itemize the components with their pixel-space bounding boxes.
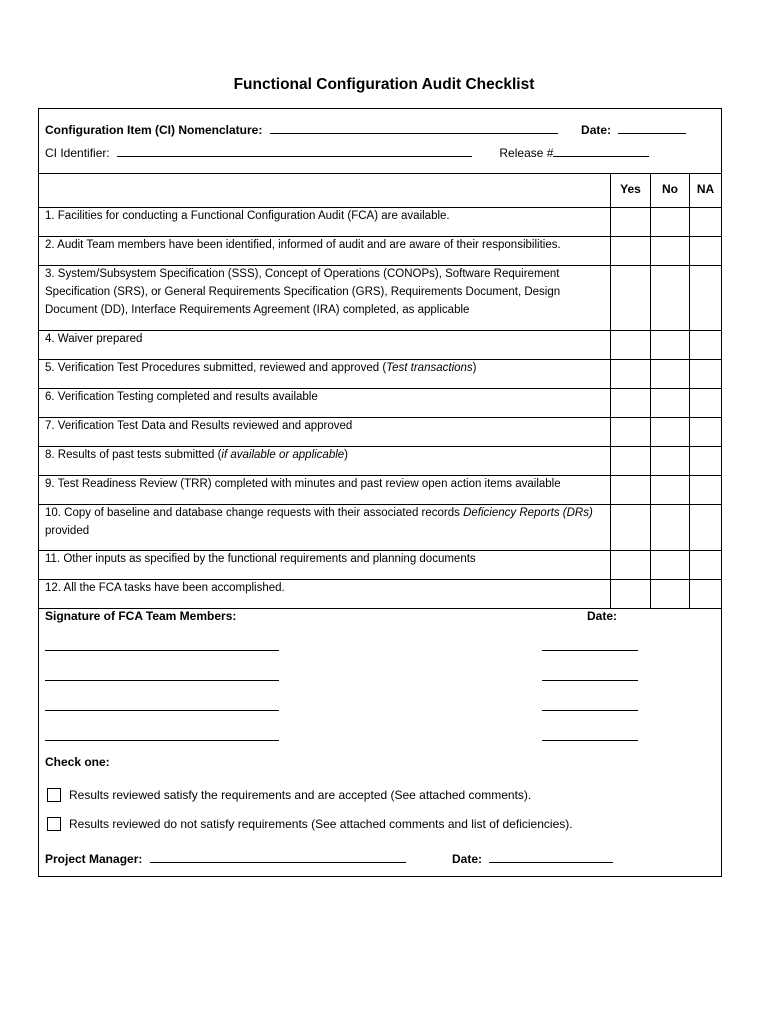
accept-option-label: Results reviewed satisfy the requirements and are accepted (See attached comments). (69, 788, 532, 802)
item-text: ) (472, 362, 477, 374)
checklist-item-4: 4. Waiver prepared (45, 333, 143, 345)
footer-date-label: Date: (452, 852, 483, 866)
item-text: 5. Verification Test Procedures submitted, reviewed and approved ( (45, 362, 387, 374)
signature-line-2[interactable] (45, 680, 279, 681)
checklist-item-8 (45, 446, 605, 464)
item-text: 8. Results of past tests submitted ( (45, 449, 222, 461)
reject-checkbox[interactable] (47, 817, 61, 831)
checklist-item-3: 3. System/Subsystem Specification (SSS), Concept of Operations (CONOPs), Software Requirement Specification (SRS), or General Requirements Specification (GRS), Requirements Document, Design Document (DD), Interface Requirements Agreement (IRA) completed, as applicable (45, 268, 561, 316)
ci-nomenclature-row (45, 123, 686, 137)
footer-date-field[interactable] (489, 852, 613, 863)
item-text: 10. Copy of baseline and database change requests with their associated records (45, 507, 464, 519)
checklist-item-6: 6. Verification Testing completed and results available (45, 391, 318, 403)
header-date-label: Date: (581, 123, 612, 137)
release-label: Release # (499, 146, 554, 160)
signature-date-label: Date: (587, 609, 618, 623)
column-header-yes: Yes (620, 182, 641, 196)
signature-line-3[interactable] (45, 710, 279, 711)
column-divider-yes (610, 173, 611, 608)
project-manager-label: Project Manager: (45, 852, 143, 866)
signature-date-line-3[interactable] (542, 710, 638, 711)
ci-nomenclature-field[interactable] (270, 123, 558, 134)
column-header-na: NA (696, 182, 715, 196)
checklist-item-1: 1. Facilities for conducting a Functional Configuration Audit (FCA) are available. (45, 210, 450, 222)
release-field[interactable] (553, 146, 649, 157)
project-manager-row (45, 852, 406, 866)
signature-line-1[interactable] (45, 650, 279, 651)
ci-identifier-row (45, 146, 649, 160)
checklist-item-2: 2. Audit Team members have been identified, informed of audit and are aware of their responsibilities. (45, 239, 561, 251)
signature-date-line-4[interactable] (542, 740, 638, 741)
item-text: provided (45, 525, 90, 537)
checklist-form (38, 108, 722, 877)
footer-date-row (452, 852, 613, 866)
check-one-label: Check one: (45, 755, 110, 769)
table-top-border (39, 173, 721, 174)
ci-nomenclature-label: Configuration Item (CI) Nomenclature: (45, 123, 263, 137)
item-emphasis: Deficiency Reports (DRs) (463, 507, 593, 519)
document-title: Functional Configuration Audit Checklist (233, 76, 535, 93)
checklist-item-7: 7. Verification Test Data and Results reviewed and approved (45, 420, 353, 432)
reject-option-label: Results reviewed do not satisfy requirements (See attached comments and list of deficiencies). (69, 817, 573, 831)
column-header-no: No (662, 182, 678, 196)
signature-members-label: Signature of FCA Team Members: (45, 609, 237, 623)
ci-identifier-field[interactable] (117, 146, 472, 157)
project-manager-field[interactable] (150, 852, 406, 863)
checklist-item-12: 12. All the FCA tasks have been accomplished. (45, 582, 285, 594)
item-emphasis: if available or applicable (221, 449, 345, 461)
checklist-item-9: 9. Test Readiness Review (TRR) completed with minutes and past review open action items available (45, 478, 561, 490)
column-divider-no (650, 173, 651, 608)
column-divider-na (689, 173, 690, 608)
item-text: ) (344, 449, 349, 461)
signature-line-4[interactable] (45, 740, 279, 741)
accept-checkbox[interactable] (47, 788, 61, 802)
checklist-item-11: 11. Other inputs as specified by the functional requirements and planning documents (45, 553, 476, 565)
checklist-item-10 (45, 504, 605, 540)
ci-identifier-label: CI Identifier: (45, 146, 110, 160)
checklist-item-5 (45, 359, 605, 377)
signature-date-line-1[interactable] (542, 650, 638, 651)
signature-date-line-2[interactable] (542, 680, 638, 681)
header-date-field[interactable] (618, 123, 686, 134)
item-emphasis: Test transactions (386, 362, 473, 374)
